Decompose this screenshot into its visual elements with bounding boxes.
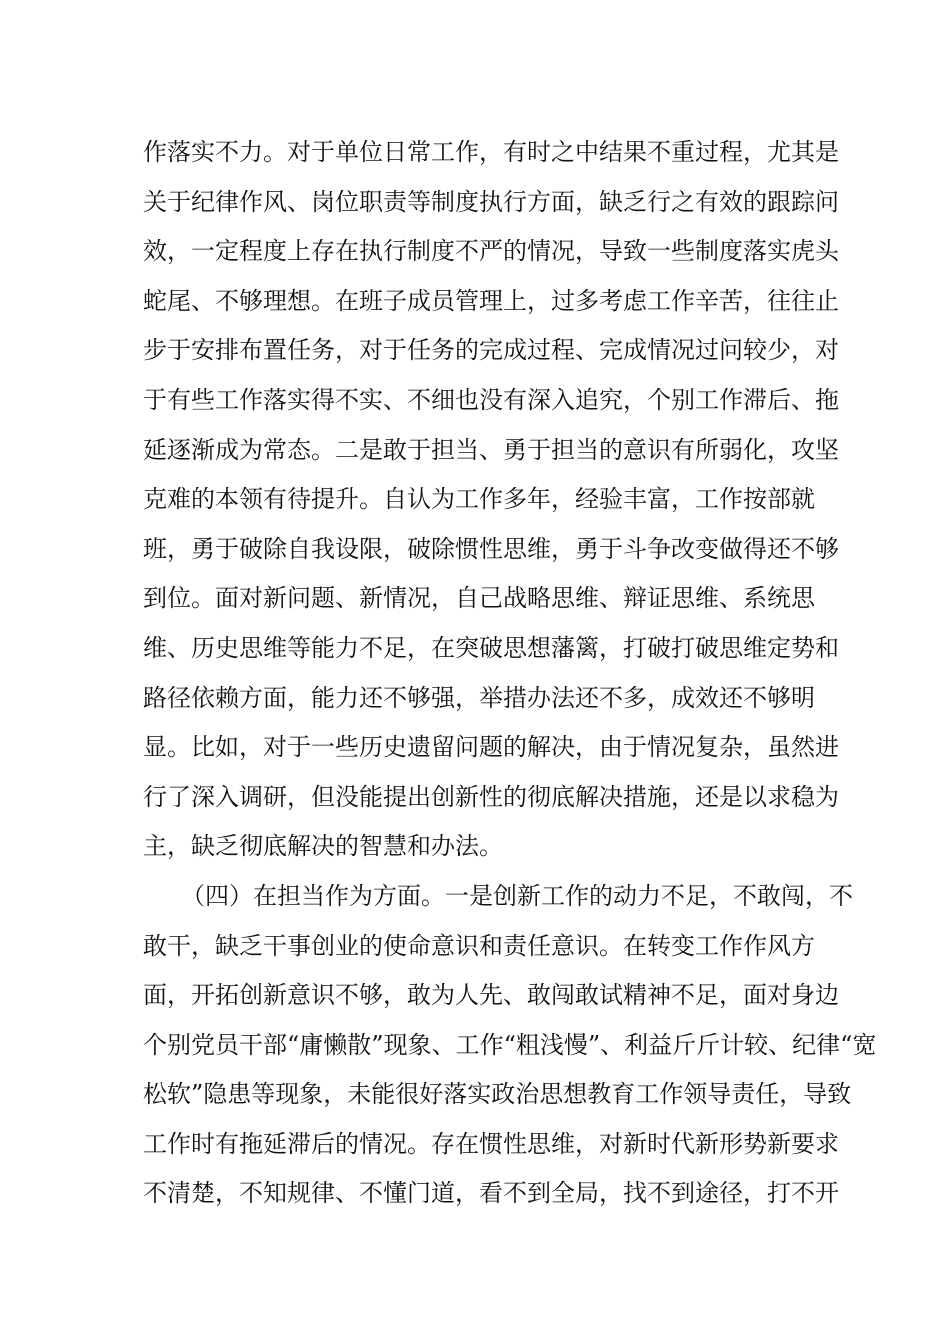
text-line: 延 逐 渐 成 为 常 态 。 二 是 敢 于 担 当 、 勇 于 担 当 的 意 识 有 所 弱 化 ， 攻 坚 xyxy=(143,435,839,464)
body-text xyxy=(143,128,877,1219)
text-line: 蛇 尾 、 不 够 理 想 。 在 班 子 成 员 管 理 上 ， 过 多 考 虑 工 作 辛 苦 ， 往 往 止 xyxy=(143,286,839,315)
text-line: 于 有 些 工 作 落 实 得 不 实 、 不 细 也 没 有 深 入 追 究 ， 个 别 工 作 滞 后 、 拖 xyxy=(143,385,839,414)
text-line: 松 软 ” 隐 患 等 现 象 ， 未 能 很 好 落 实 政 治 思 想 教 育 工 作 领 导 责 任 ， 导 致 xyxy=(143,1080,852,1109)
text-line: 效 ， 一 定 程 度 上 存 在 执 行 制 度 不 严 的 情 况 ， 导 致 一 些 制 度 落 实 虎 头 xyxy=(143,237,839,266)
text-line: 面 ， 开 拓 创 新 意 识 不 够 ， 敢 为 人 先 、 敢 闯 敢 试 精 神 不 足 ， 面 对 身 边 xyxy=(143,981,839,1010)
text-line: 班 ， 勇 于 破 除 自 我 设 限 ， 破 除 惯 性 思 维 ， 勇 于 斗 争 改 变 做 得 还 不 够 xyxy=(143,534,839,563)
text-line: 关 于 纪 律 作 风 、 岗 位 职 责 等 制 度 执 行 方 面 ， 缺 乏 行 之 有 效 的 跟 踪 问 xyxy=(143,187,839,216)
section-heading-line: （ 四 ） 在 担 当 作 为 方 面 。 一 是 创 新 工 作 的 动 力 不 足 ， 不 敢 闯 ， 不 xyxy=(181,881,853,910)
text-line: 不 清 楚 ， 不 知 规 律 、 不 懂 门 道 ， 看 不 到 全 局 ， 找 不 到 途 径 ， 打 不 开 xyxy=(143,1179,839,1208)
text-line: 路 径 依 赖 方 面 ， 能 力 还 不 够 强 ， 举 措 办 法 还 不 多 ， 成 效 还 不 够 明 xyxy=(143,683,815,712)
text-line: 行 了 深 入 调 研 ， 但 没 能 提 出 创 新 性 的 彻 底 解 决 措 施 ， 还 是 以 求 稳 为 xyxy=(143,782,839,811)
text-line: 工 作 时 有 拖 延 滞 后 的 情 况 。 存 在 惯 性 思 维 ， 对 新 时 代 新 形 势 新 要 求 xyxy=(143,1129,839,1158)
text-line: 敢 干 ， 缺 乏 干 事 创 业 的 使 命 意 识 和 责 任 意 识 。 在 转 变 工 作 作 风 方 xyxy=(143,931,815,960)
text-line: 到 位 。 面 对 新 问 题 、 新 情 况 ， 自 己 战 略 思 维 、 辩 证 思 维 、 系 统 思 xyxy=(143,584,815,613)
text-line: 显 。 比 如 ， 对 于 一 些 历 史 遗 留 问 题 的 解 决 ， 由 于 情 况 复 杂 ， 虽 然 进 xyxy=(143,733,839,762)
text-line: 主，缺乏彻底解决的智慧和办法。 xyxy=(143,832,503,861)
text-line: 步 于 安 排 布 置 任 务 ， 对 于 任 务 的 完 成 过 程 、 完 成 情 况 过 问 较 少 ， 对 xyxy=(143,336,839,365)
text-line: 作 落 实 不 力 。 对 于 单 位 日 常 工 作 ， 有 时 之 中 结 果 不 重 过 程 ， 尤 其 是 xyxy=(143,138,839,166)
text-line: 克 难 的 本 领 有 待 提 升 。 自 认 为 工 作 多 年 ， 经 验 丰 富 ， 工 作 按 部 就 xyxy=(143,485,815,514)
text-line: 维 、 历 史 思 维 等 能 力 不 足 ， 在 突 破 思 想 藩 篱 ， 打 破 打 破 思 维 定 势 和 xyxy=(143,633,839,662)
text-line: 个 别 党 员 干 部 “ 庸 懒 散 ” 现 象 、 工 作 “ 粗 浅 慢 ” 、 利 益 斤 斤 计 较 、 纪 律 “ 宽 xyxy=(143,1030,877,1059)
